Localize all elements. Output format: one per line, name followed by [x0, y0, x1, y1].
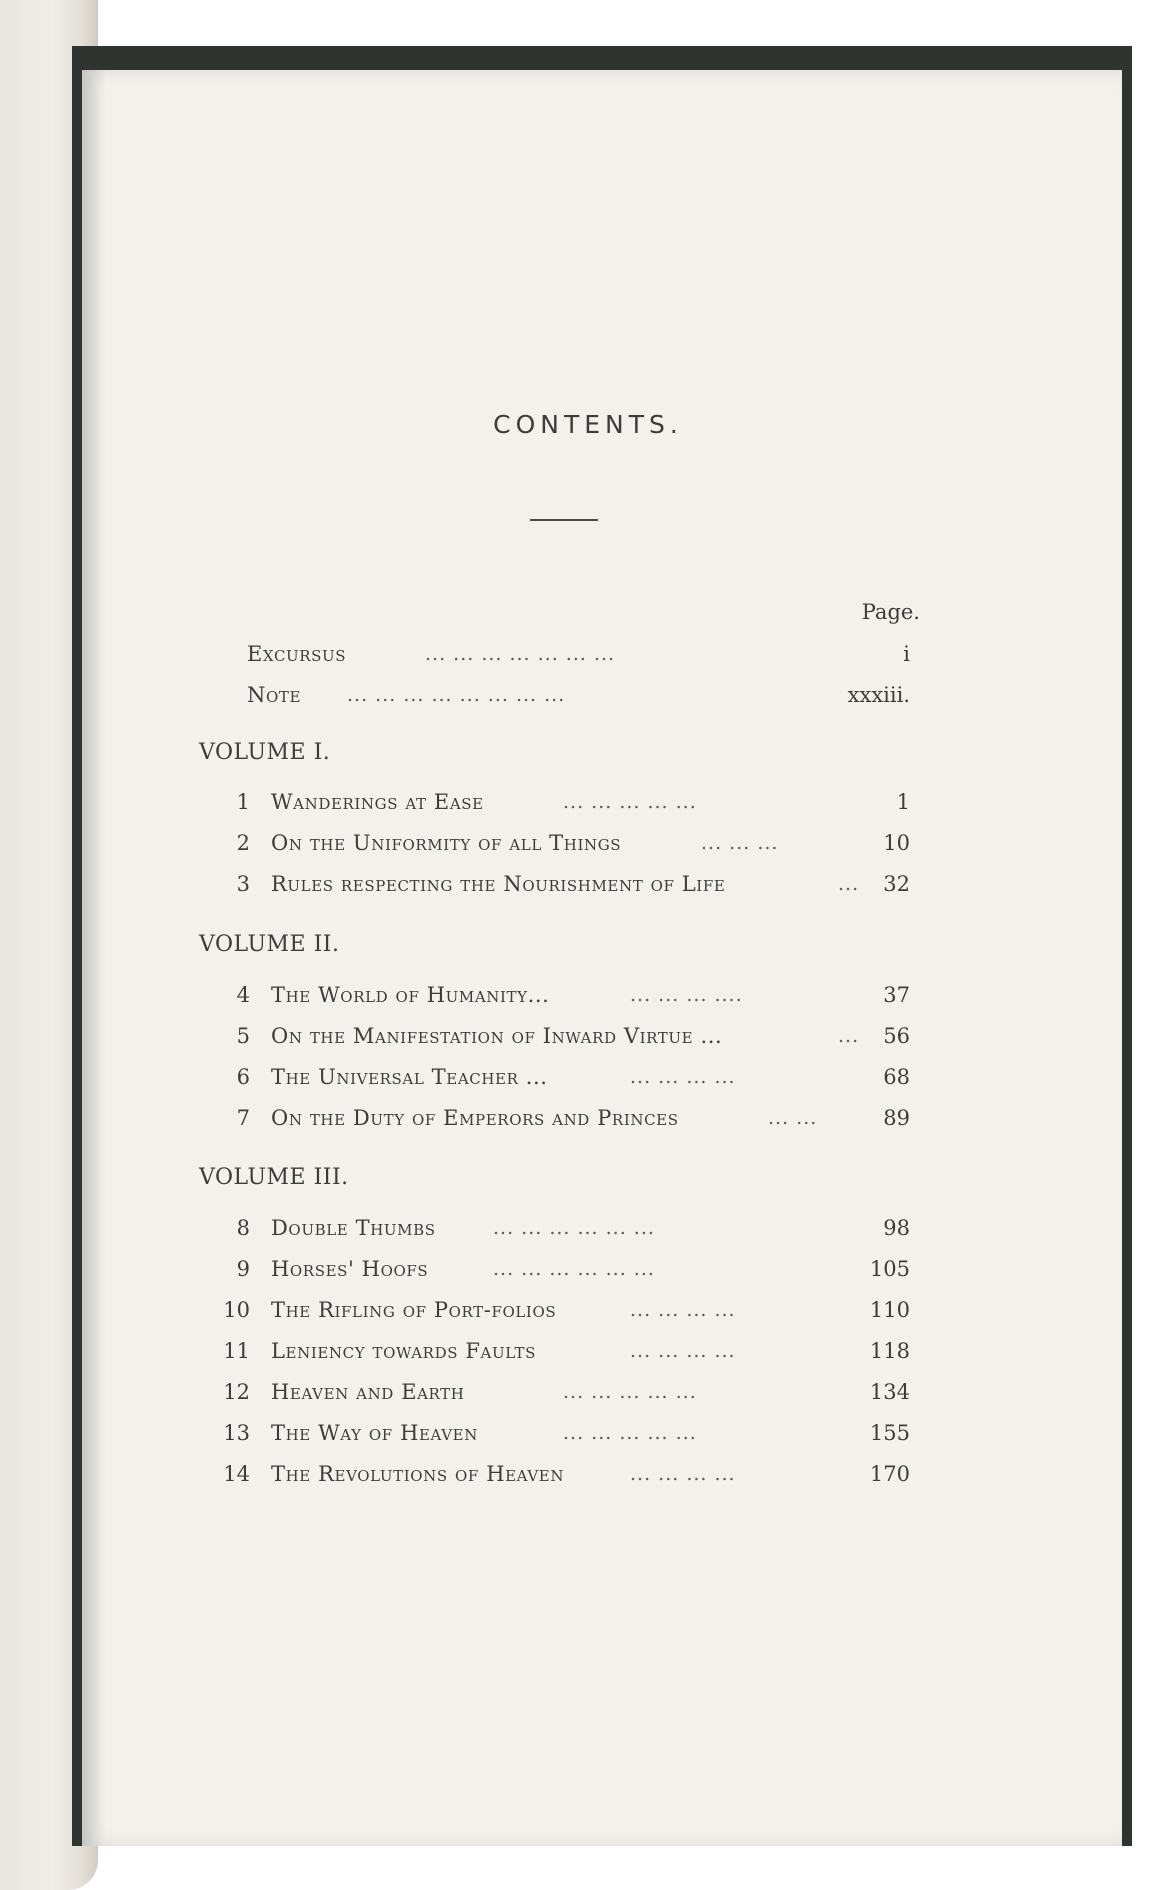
- leader-dots: ...: [838, 873, 860, 895]
- leader-dots: ... ... ... ... ... ... ... ...: [347, 684, 566, 706]
- page-number: 32: [883, 872, 910, 896]
- chapter-title: Heaven and Earth: [271, 1380, 465, 1404]
- front-matter-title: Excursus: [247, 642, 347, 666]
- leader-dots: ... ... ... ...: [630, 1299, 736, 1321]
- chapter-title: On the Duty of Emperors and Princes: [271, 1106, 679, 1130]
- chapter-number: 14: [223, 1462, 250, 1486]
- chapter-title: Double Thumbs: [271, 1216, 436, 1240]
- page-number: 1: [896, 790, 910, 814]
- chapter-title: On the Manifestation of Inward Virtue ...: [271, 1024, 723, 1048]
- chapter-number: 13: [223, 1421, 250, 1445]
- chapter-title: The Revolutions of Heaven: [271, 1462, 565, 1486]
- page-title: CONTENTS.: [493, 410, 683, 439]
- chapter-number: 5: [236, 1024, 250, 1048]
- spine-shadow: [82, 70, 106, 1846]
- chapter-number: 10: [223, 1298, 250, 1322]
- chapter-number: 12: [223, 1380, 250, 1404]
- leader-dots: ... ... ... ...: [630, 1340, 736, 1362]
- chapter-number: 8: [236, 1216, 250, 1240]
- leader-dots: ... ... ... ... ... ...: [493, 1258, 655, 1280]
- page-number: 98: [883, 1216, 910, 1240]
- page-number: 110: [869, 1298, 910, 1322]
- page-number: 170: [869, 1462, 910, 1486]
- page-number: 134: [869, 1380, 910, 1404]
- chapter-title: The Way of Heaven: [271, 1421, 478, 1445]
- chapter-title: Wanderings at Ease: [271, 790, 484, 814]
- chapter-number: 4: [236, 983, 250, 1007]
- chapter-number: 1: [236, 790, 250, 814]
- title-divider: [530, 519, 598, 521]
- leader-dots: ... ... ... ....: [630, 984, 743, 1006]
- chapter-title: On the Uniformity of all Things: [271, 831, 622, 855]
- leader-dots: ... ... ... ... ... ...: [493, 1217, 655, 1239]
- chapter-title: The World of Humanity...: [271, 983, 550, 1007]
- leader-dots: ... ... ... ... ... ... ...: [425, 643, 616, 665]
- page-column-label: Page.: [861, 600, 920, 624]
- leader-dots: ...: [838, 1025, 860, 1047]
- chapter-number: 7: [236, 1106, 250, 1130]
- leader-dots: ... ... ... ...: [630, 1066, 736, 1088]
- contents-page: [82, 70, 1122, 1846]
- volume-heading: VOLUME I.: [199, 740, 331, 765]
- volume-heading: VOLUME III.: [199, 1165, 349, 1190]
- leader-dots: ... ... ... ... ...: [563, 1381, 697, 1403]
- page-number: xxxiii.: [847, 683, 910, 707]
- front-matter-title: Note: [247, 683, 302, 707]
- leader-dots: ... ...: [768, 1107, 818, 1129]
- chapter-number: 11: [223, 1339, 250, 1363]
- page-number: 89: [883, 1106, 910, 1130]
- page-number: 155: [869, 1421, 910, 1445]
- page-number: 118: [869, 1339, 910, 1363]
- leader-dots: ... ... ... ... ...: [563, 791, 697, 813]
- chapter-number: 9: [236, 1257, 250, 1281]
- volume-heading: VOLUME II.: [199, 932, 340, 957]
- chapter-title: Horses' Hoofs: [271, 1257, 429, 1281]
- chapter-title: Leniency towards Faults: [271, 1339, 537, 1363]
- page-number: 105: [869, 1257, 910, 1281]
- chapter-number: 3: [236, 872, 250, 896]
- page-number: 56: [883, 1024, 910, 1048]
- leader-dots: ... ... ... ... ...: [563, 1422, 697, 1444]
- leader-dots: ... ... ... ...: [630, 1463, 736, 1485]
- chapter-title: The Universal Teacher ...: [271, 1065, 548, 1089]
- page-number: 37: [883, 983, 910, 1007]
- chapter-number: 2: [236, 831, 250, 855]
- leader-dots: ... ... ...: [701, 832, 779, 854]
- page-number: 10: [883, 831, 910, 855]
- chapter-title: Rules respecting the Nourishment of Life: [271, 872, 726, 896]
- chapter-number: 6: [236, 1065, 250, 1089]
- chapter-title: The Rifling of Port-folios: [271, 1298, 557, 1322]
- page-number: 68: [883, 1065, 910, 1089]
- page-number: i: [903, 642, 910, 666]
